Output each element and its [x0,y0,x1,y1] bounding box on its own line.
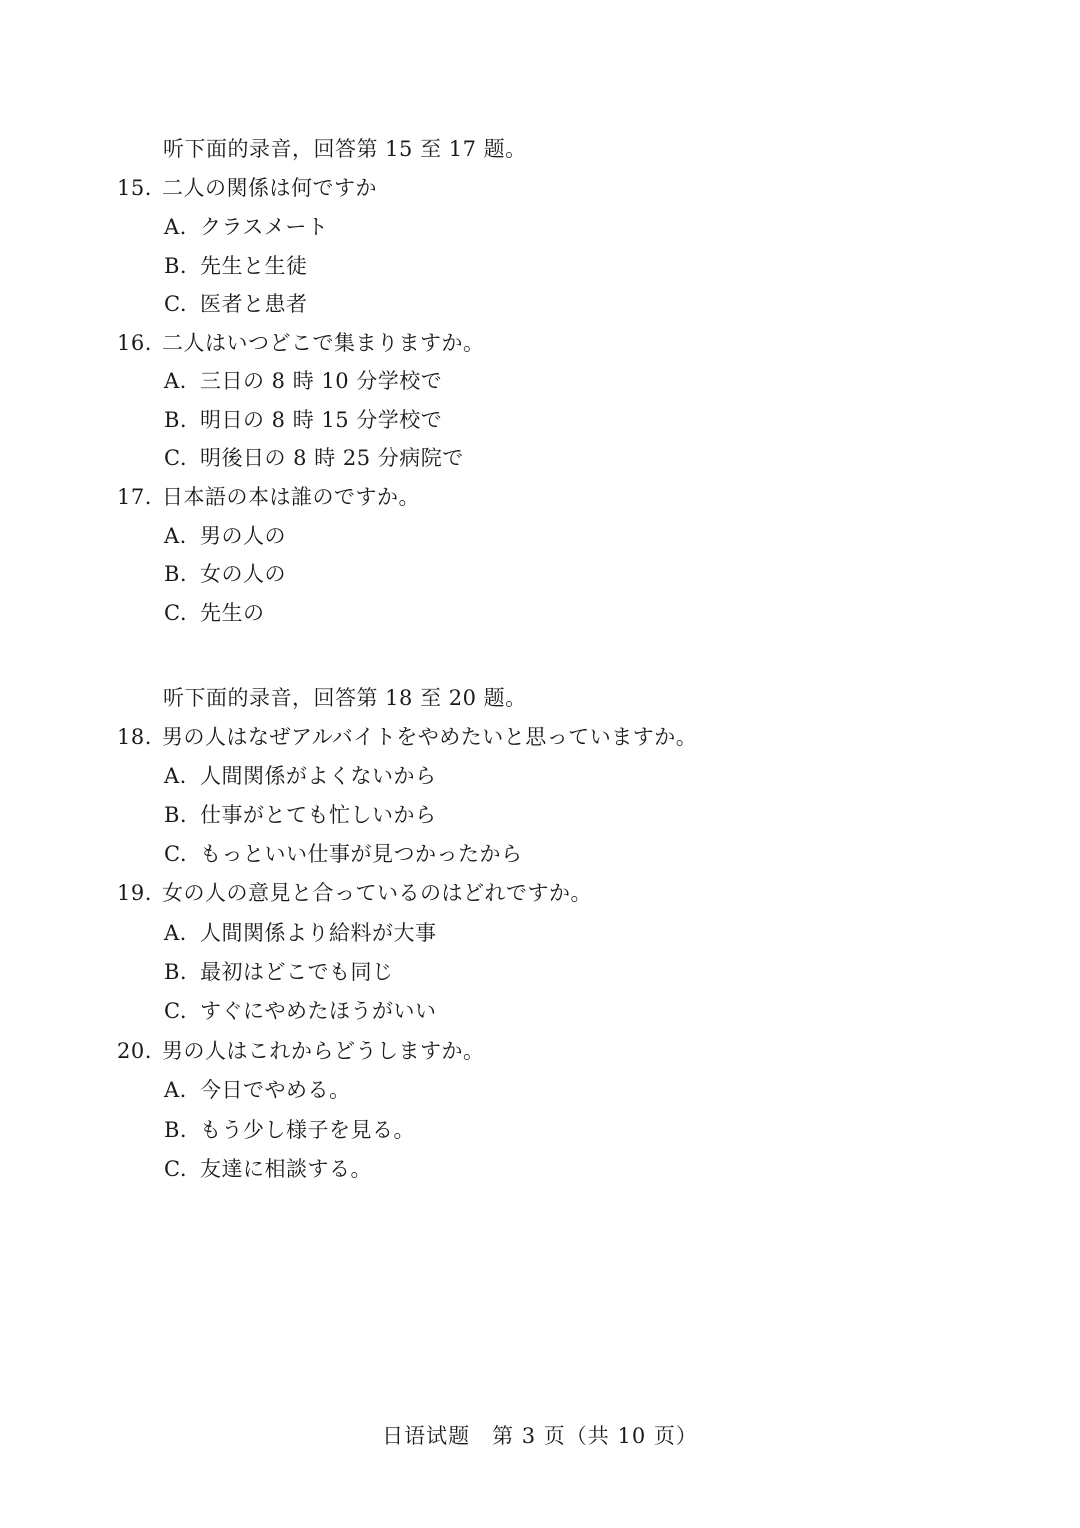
answer-option [164,405,442,435]
answer-option [164,1154,372,1184]
option-letter: C. [164,292,187,316]
answer-option [164,996,437,1026]
section-instruction: 听下面的录音，回答第 15 至 17 题。 [163,137,527,161]
answer-option [164,212,328,242]
answer-option [164,918,437,948]
question-number: 20. [117,1039,152,1063]
answer-option [164,443,464,473]
answer-option [164,598,265,628]
option-letter: B. [164,408,188,432]
option-letter: B. [164,562,188,586]
option-letter: B. [164,960,188,984]
question-text: 二人はいつどこで集まりますか。 [162,331,485,355]
answer-option [164,957,394,987]
option-text: 医者と患者 [200,292,308,316]
answer-option [164,1115,415,1145]
option-letter: A. [164,369,187,393]
question-number: 19. [117,881,152,905]
question-text: 二人の関係は何ですか [162,176,377,200]
option-text: 先生の [200,601,265,625]
option-letter: A. [164,1078,187,1102]
option-letter: A. [164,215,187,239]
section-instruction: 听下面的录音，回答第 18 至 20 题。 [163,686,527,710]
option-text: 今日でやめる。 [200,1078,351,1102]
option-letter: C. [164,446,187,470]
answer-option [164,366,442,396]
footer-subject: 日语试题 [382,1424,471,1448]
question-text: 女の人の意見と合っているのはどれですか。 [162,881,592,905]
option-text: もっといい仕事が見つかったから [200,842,523,866]
option-letter: B. [164,254,188,278]
option-letter: A. [164,921,187,945]
question-text: 男の人はなぜアルバイトをやめたいと思っていますか。 [162,725,698,749]
option-letter: C. [164,842,187,866]
answer-option [164,289,308,319]
option-text: 明日の 8 時 15 分学校で [200,408,443,432]
answer-option [164,761,437,791]
option-text: 人間関係がよくないから [200,764,437,788]
option-letter: C. [164,1157,187,1181]
answer-option [164,559,286,589]
option-text: 先生と生徒 [200,254,308,278]
option-text: 友達に相談する。 [200,1157,372,1181]
answer-option [164,800,437,830]
option-letter: B. [164,1118,188,1142]
option-text: 最初はどこでも同じ [200,960,394,984]
option-text: 女の人の [200,562,286,586]
option-letter: C. [164,999,187,1023]
question-text: 男の人はこれからどうしますか。 [162,1039,485,1063]
question-text: 日本語の本は誰のですか。 [162,485,420,509]
option-text: 三日の 8 時 10 分学校で [200,369,443,393]
answer-option [164,1075,351,1105]
option-text: 男の人の [200,524,286,548]
option-text: すぐにやめたほうがいい [200,999,437,1023]
answer-option [164,521,286,551]
option-text: もう少し様子を見る。 [200,1118,415,1142]
question-number: 16. [117,331,152,355]
option-text: 仕事がとても忙しいから [200,803,437,827]
option-text: 人間関係より給料が大事 [200,921,437,945]
question-number: 18. [117,725,152,749]
answer-option [164,839,523,869]
question-number: 17. [117,485,152,509]
answer-option [164,251,308,281]
option-letter: C. [164,601,187,625]
question-number: 15. [117,176,152,200]
option-letter: A. [164,524,187,548]
option-text: クラスメート [200,215,329,239]
option-letter: B. [164,803,188,827]
option-letter: A. [164,764,187,788]
page-footer [0,1421,1080,1451]
option-text: 明後日の 8 時 25 分病院で [200,446,464,470]
footer-page-number: 第 3 页（共 10 页） [492,1424,698,1448]
